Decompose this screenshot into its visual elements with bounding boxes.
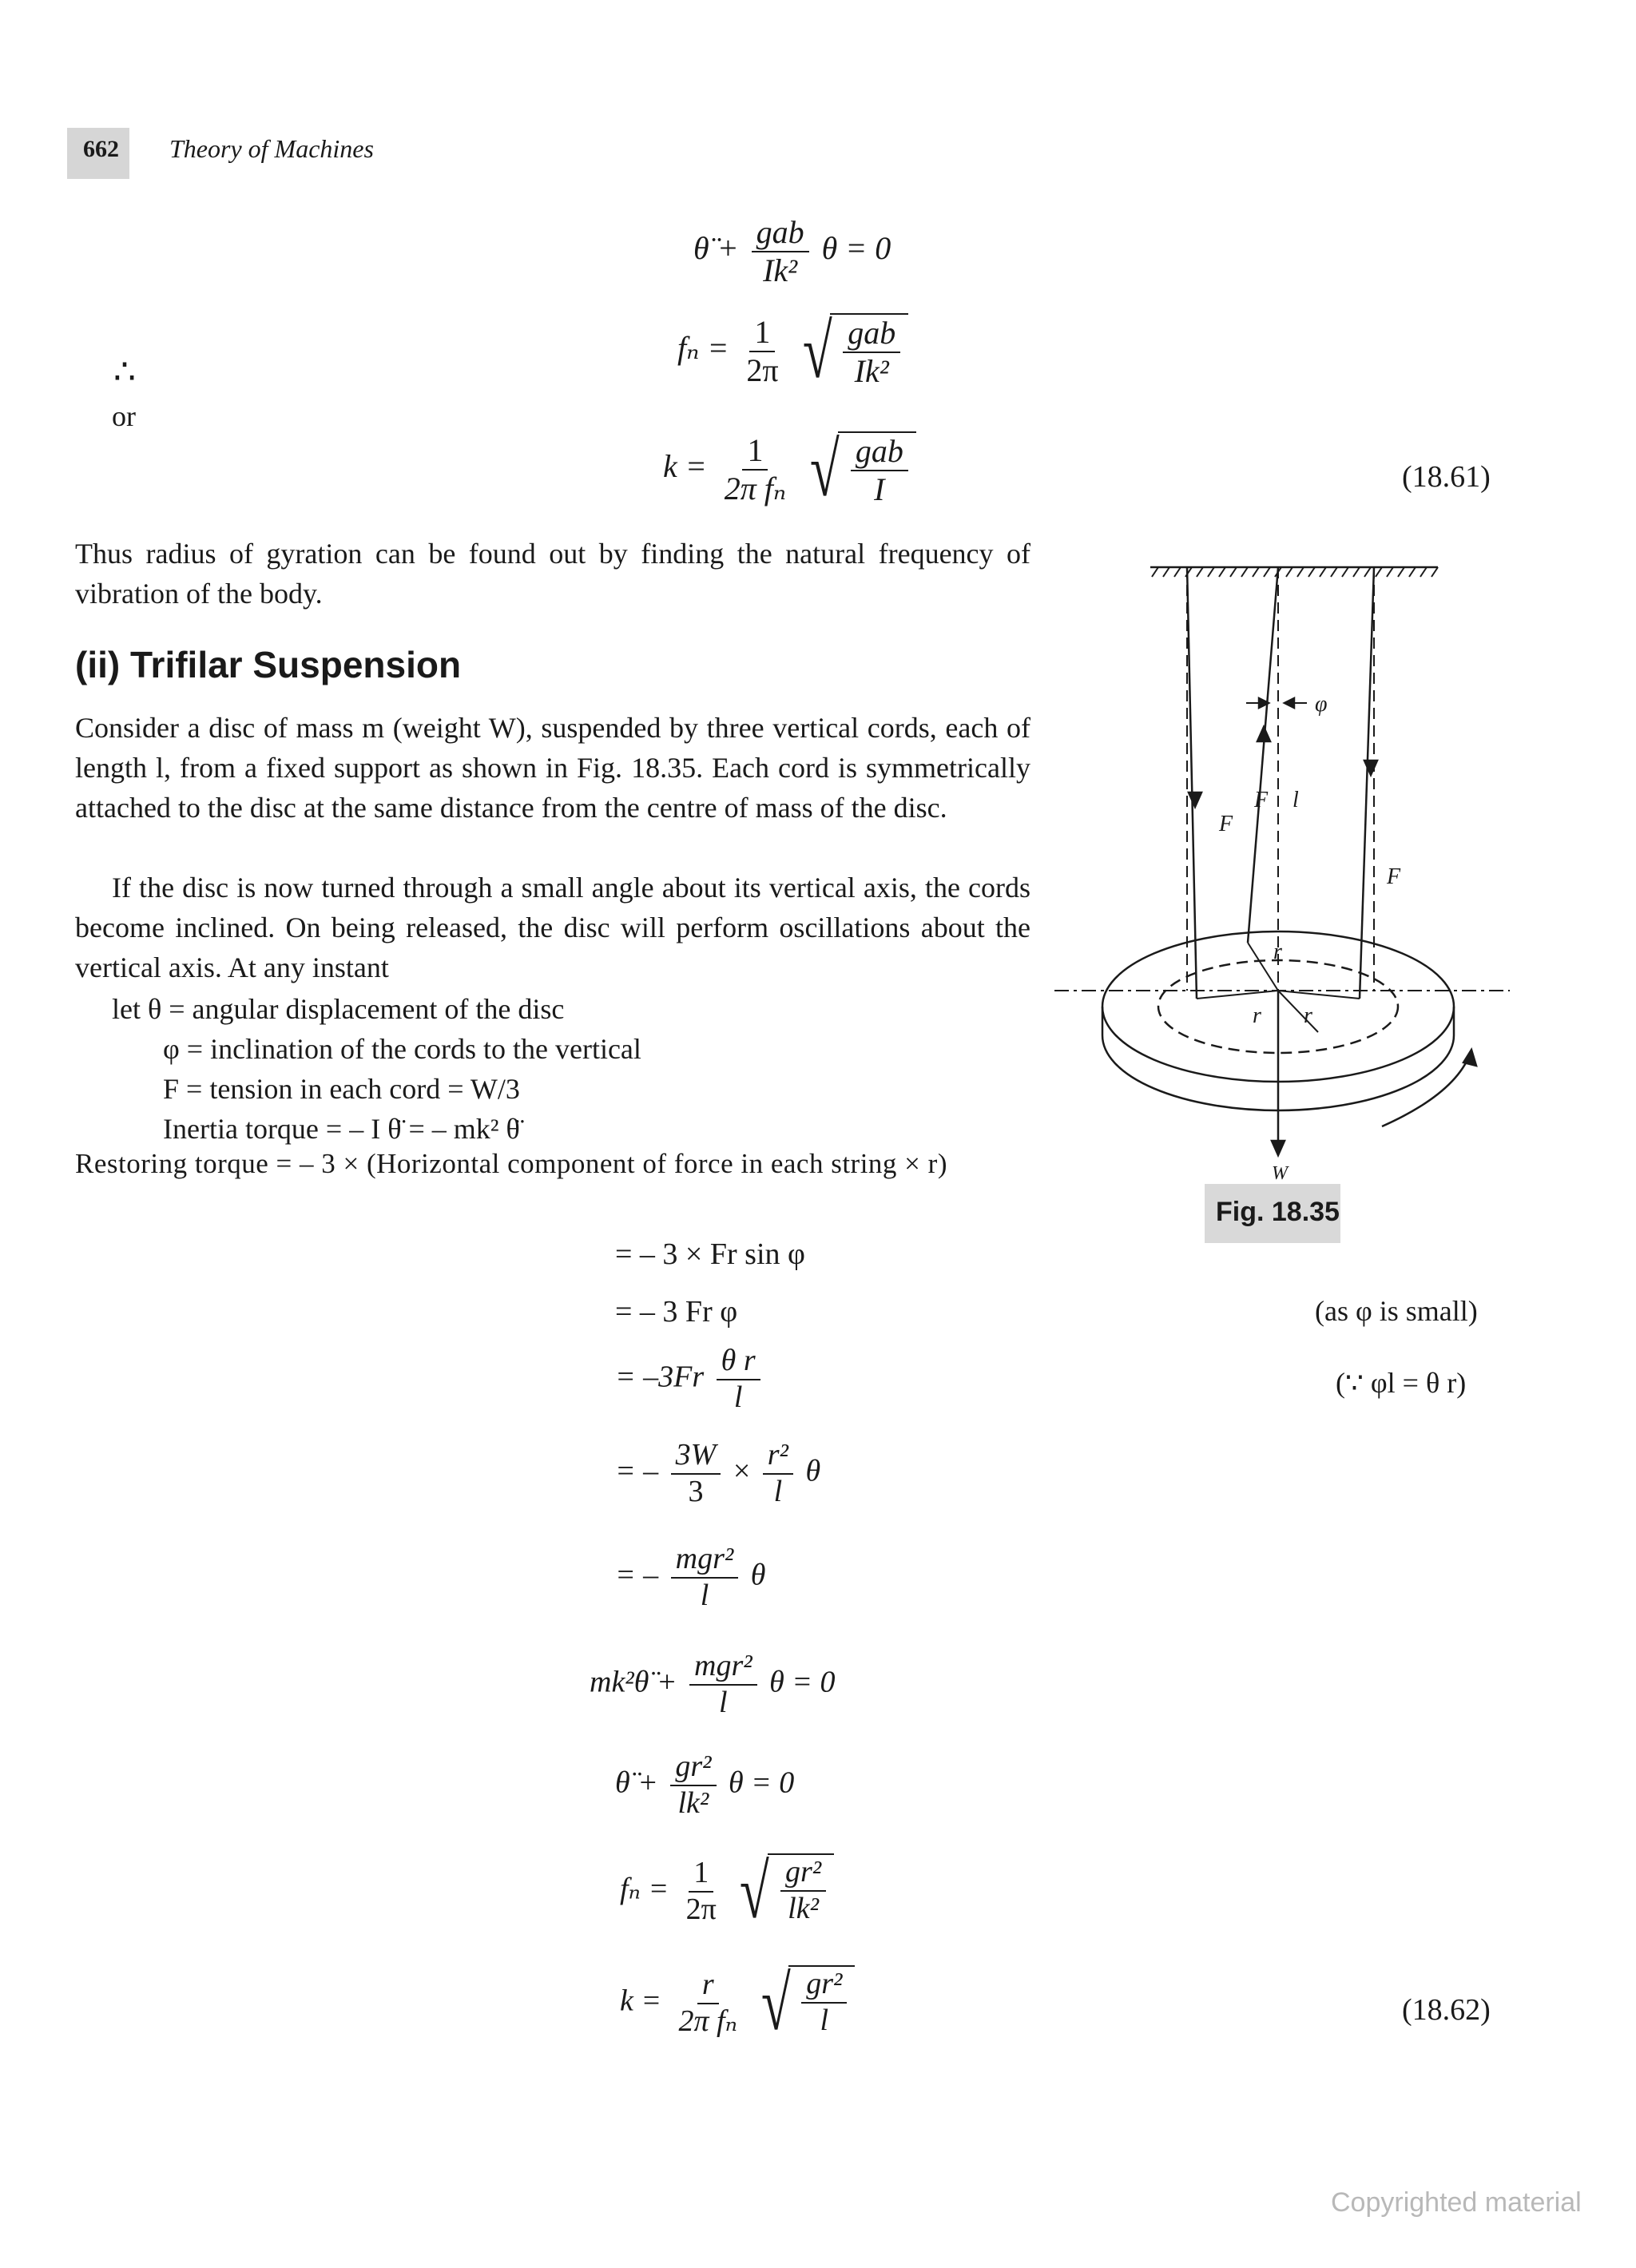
tension-arrow-left xyxy=(1189,792,1201,807)
label-l: l xyxy=(1293,788,1299,812)
label-r-right: r xyxy=(1304,1003,1312,1028)
label-F-left: F xyxy=(1219,812,1233,836)
cord-left xyxy=(1187,567,1197,999)
definition-tension: F = tension in each cord = W/3 xyxy=(163,1073,520,1105)
cord-back xyxy=(1248,567,1278,943)
label-r-left: r xyxy=(1253,1003,1261,1028)
therefore-symbol: ∴ xyxy=(113,352,136,391)
label-F-back: F xyxy=(1254,788,1269,812)
restoring-torque-text: Restoring torque = – 3 × (Horizontal component of force in each string × r) xyxy=(75,1148,947,1179)
step-4: = – $\frac{3W}{3}$ × $\frac{\text{r²}}{l}$ θ xyxy=(615,1438,821,1508)
radius-left xyxy=(1197,991,1278,999)
step-2: = – 3 Fr φ xyxy=(615,1295,738,1329)
step-6: mk²θ̈ + $\frac{\text{mgr²}}{l}$ θ = 0 xyxy=(590,1649,836,1719)
step-9: k = $\frac{r}{\text{2π fₙ}}$ √ $\frac{\text{gr²}}{l}$ xyxy=(620,1965,855,2042)
trifilar-suspension-figure xyxy=(1038,543,1518,1182)
equation-number-18-62: (18.62) xyxy=(1402,1993,1491,2027)
equation-k-gab: k = $\frac{1}{\text{2π fₙ}}$ √ $\frac{\text{gab}}{I}$ xyxy=(663,431,916,508)
step-3: = –3Fr $\frac{\text{θ r}}{l}$ xyxy=(615,1344,765,1415)
step-7: θ̈ + $\frac{\text{gr²}}{\text{lk²}}$ θ = 0 xyxy=(615,1750,795,1820)
or-text: or xyxy=(112,400,136,432)
page-number: 662 xyxy=(83,136,119,162)
label-F-right: F xyxy=(1387,864,1401,889)
phi-arrow-right xyxy=(1285,698,1294,708)
paragraph-thus: Thus radius of gyration can be found out by finding the natural frequency of vibration of the body. xyxy=(75,538,1030,610)
tension-arrow-back xyxy=(1257,727,1270,741)
step-5: = – $\frac{\text{mgr²}}{l}$ θ xyxy=(615,1542,766,1612)
equation-number-18-61: (18.61) xyxy=(1402,460,1491,494)
equation-theta-gab: θ̈ + $\frac{\text{gab}}{\text{Ik²}}$ θ = 0 xyxy=(693,214,891,288)
weight-arrow-head xyxy=(1272,1141,1285,1155)
label-phi: φ xyxy=(1315,692,1328,717)
copyright-watermark: Copyrighted material xyxy=(1331,2187,1582,2218)
section-heading: (ii) Trifilar Suspension xyxy=(75,644,462,685)
support-hatching xyxy=(1152,567,1438,577)
condition-phi-small: (as φ is small) xyxy=(1315,1295,1478,1327)
rotation-arrow-head xyxy=(1463,1050,1476,1066)
definition-theta: let θ = angular displacement of the disc xyxy=(112,993,565,1025)
definition-inertia-torque: Inertia torque = – I θ̈ = – mk² θ̈ xyxy=(163,1113,520,1145)
paragraph-consider: Consider a disc of mass m (weight W), suspended by three vertical cords, each of length l, from a fixed support as shown in Fig. 18.35. Each cord is symmetrically attached to the disc at the same distance from the centre of mass of the disc. xyxy=(75,712,1030,824)
equation-fn-gab: fₙ = $\frac{1}{2\pi}$ √ $\frac{\text{gab}}{\text{Ik²}}$ xyxy=(677,313,908,390)
label-r-back: r xyxy=(1273,939,1282,964)
label-W: W xyxy=(1272,1163,1288,1182)
figure-caption: Fig. 18.35 xyxy=(1216,1197,1340,1227)
radius-right xyxy=(1278,991,1360,999)
step-8: fₙ = $\frac{1}{2\pi}$ √ $\frac{\text{gr²}}{\text{lk²}}$ xyxy=(620,1853,834,1930)
step-1: = – 3 × Fr sin φ xyxy=(615,1237,805,1271)
definition-phi: φ = inclination of the cords to the vertical xyxy=(163,1033,641,1065)
definitions-list xyxy=(112,989,641,1149)
condition-phi-l: (∵ φl = θ r) xyxy=(1336,1367,1467,1399)
paragraph-if: If the disc is now turned through a small angle about its vertical axis, the cords become inclined. On being released, the disc will perform oscillations about the vertical axis. At any instant xyxy=(75,872,1030,983)
cord-right xyxy=(1360,567,1374,999)
running-title: Theory of Machines xyxy=(169,134,374,163)
